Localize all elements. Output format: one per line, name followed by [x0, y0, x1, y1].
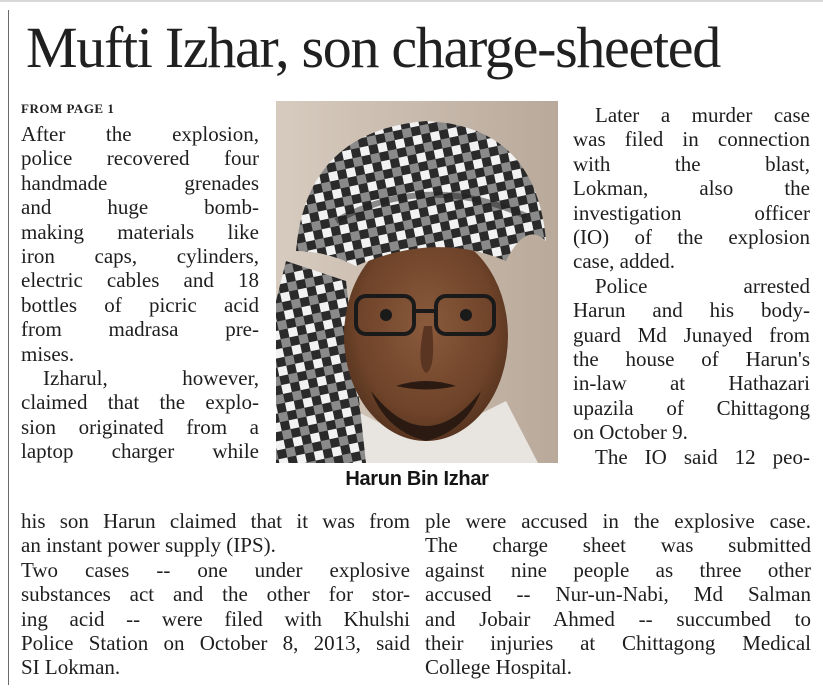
- text-line: an instant power supply (IPS).: [21, 533, 276, 558]
- paragraph-murder-case: [573, 103, 810, 274]
- text-line: bottles of picric acid: [21, 292, 259, 317]
- text-line: on October 9.: [573, 420, 688, 445]
- text-line: handmade grenades: [21, 170, 259, 195]
- top-border: [0, 0, 823, 2]
- right-column: [573, 103, 810, 469]
- text-line: his son Harun claimed that it was from: [21, 509, 410, 533]
- text-line: upazila of Chittagong: [573, 395, 810, 420]
- text-line: making materials like: [21, 219, 259, 244]
- text-line: The charge sheet was submitted: [425, 533, 811, 558]
- paragraph-izharul-claim: [21, 366, 259, 464]
- text-line: (IO) of the explosion: [573, 225, 810, 250]
- text-line: guard Md Junayed from: [573, 322, 810, 347]
- text-line: ple were accused in the explosive case.: [425, 509, 811, 533]
- text-line: Police Station on October 8, 2013, said: [21, 631, 410, 656]
- text-line: College Hospital.: [425, 655, 572, 680]
- left-column: [21, 122, 259, 464]
- paragraph-io-said-start: The IO said 12 peo-: [595, 444, 810, 469]
- text-line: ing acid -- were filed with Khulshi: [21, 606, 410, 631]
- paragraph-charge-sheet: [425, 509, 811, 680]
- text-line: substances act and the other for stor-: [21, 582, 410, 607]
- bottom-right-column: [425, 509, 811, 680]
- paragraph-ips: [21, 509, 410, 558]
- text-line: from madrasa pre-: [21, 317, 259, 342]
- text-line: in-law at Hathazari: [573, 371, 810, 396]
- text-line: mises.: [21, 341, 75, 366]
- text-line: and Jobair Ahmed -- succumbed to: [425, 606, 811, 631]
- text-line: After the explosion,: [21, 122, 259, 146]
- text-line: Two cases -- one under explosive: [21, 557, 410, 582]
- text-line: against nine people as three other: [425, 557, 811, 582]
- text-line: electric cables and 18: [21, 268, 259, 293]
- photo-caption: Harun Bin Izhar: [345, 468, 489, 490]
- text-line: Police arrested: [595, 273, 810, 298]
- text-line: accused -- Nur-un-Nabi, Md Salman: [425, 582, 811, 607]
- text-line: SI Lokman.: [21, 655, 121, 680]
- bottom-left-column: [21, 509, 410, 680]
- portrait-photo: [276, 101, 558, 463]
- text-line: investigation officer: [573, 200, 810, 225]
- text-line: with the blast,: [573, 151, 810, 176]
- paragraph-explosion: [21, 122, 259, 366]
- paragraph-arrest: [573, 274, 810, 445]
- text-line: case, added.: [573, 249, 676, 274]
- text-line: their injuries at Chittagong Medical: [425, 631, 811, 656]
- text-line: sion originated from a: [21, 414, 259, 439]
- text-line: Izharul, however,: [43, 366, 259, 391]
- text-line: was filed in connection: [573, 127, 810, 152]
- headline: Mufti Izhar, son charge-sheeted: [26, 15, 720, 80]
- paragraph-two-cases: [21, 558, 410, 680]
- text-line: police recovered four: [21, 146, 259, 171]
- text-line: Lokman, also the: [573, 176, 810, 201]
- text-line: Later a murder case: [595, 103, 810, 127]
- text-line: iron caps, cylinders,: [21, 244, 259, 269]
- text-line: the house of Harun's: [573, 347, 810, 372]
- text-line: laptop charger while: [21, 439, 259, 464]
- left-column-rule: [8, 10, 9, 685]
- text-line: and huge bomb-: [21, 195, 259, 220]
- continued-from-label: FROM PAGE 1: [21, 101, 115, 116]
- text-line: claimed that the explo-: [21, 390, 259, 415]
- text-line: Harun and his body-: [573, 298, 810, 323]
